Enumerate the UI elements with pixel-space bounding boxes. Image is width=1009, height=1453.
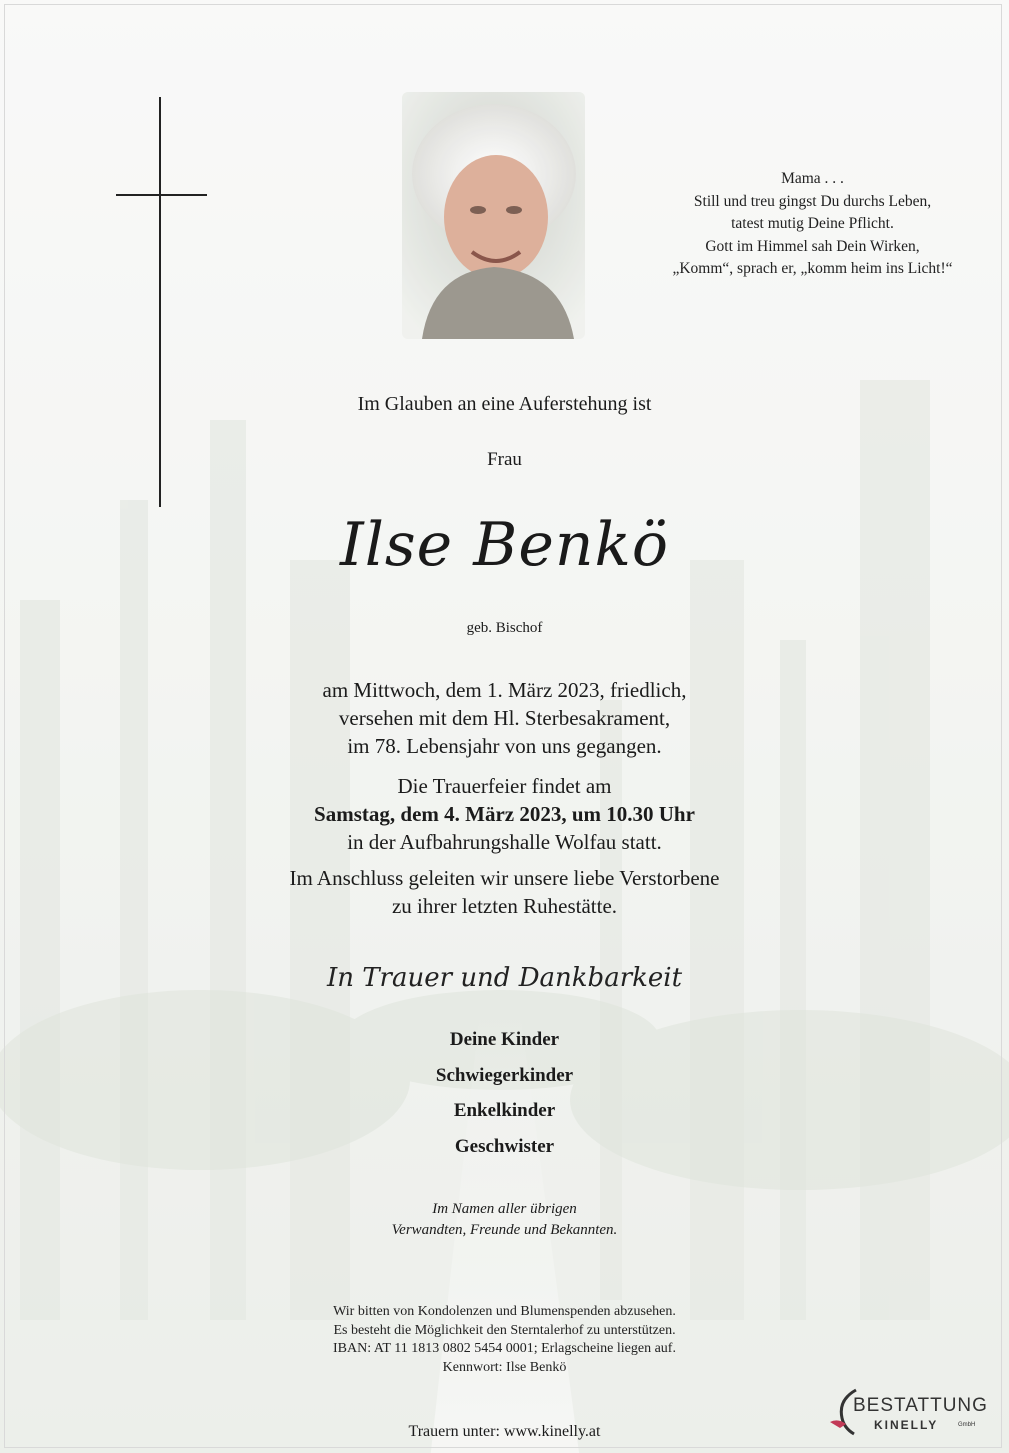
mourner-item: Schwiegerkinder — [435, 1064, 574, 1086]
notice-line: Wir bitten von Kondolenzen und Blumenspenden abzusehen. — [333, 1304, 676, 1319]
death-notice-line: am Mittwoch, dem 1. März 2023, friedlich, — [322, 678, 687, 702]
mourners-list — [0, 1027, 1009, 1169]
notice-line: Kennwort: Ilse Benkö — [442, 1359, 567, 1375]
website-link[interactable]: Trauern unter: www.kinelly.at — [408, 1423, 601, 1440]
intro-text: Im Glauben an eine Auferstehung ist — [357, 393, 652, 415]
others-note — [0, 1199, 1009, 1241]
portrait-photo — [402, 92, 585, 339]
notice-line: Es besteht die Möglichkeit den Sterntalerhof zu unterstützen. — [333, 1322, 676, 1338]
burial-line: zu ihrer letzten Ruhestätte. — [391, 894, 618, 918]
poem-line: tatest mutig Deine Pflicht. — [731, 215, 894, 232]
funeral-home-logo — [826, 1388, 988, 1438]
cross-beam — [116, 194, 207, 196]
mourning-heading: In Trauer und Dankbarkeit — [326, 963, 683, 993]
deceased-name: Ilse Benkö — [340, 510, 669, 580]
donation-notice — [0, 1303, 1009, 1377]
ceremony-location: in der Aufbahrungshalle Wolfau statt. — [347, 830, 662, 854]
poem-line: „Komm“, sprach er, „komm heim ins Licht!“ — [672, 260, 953, 277]
birth-name: geb. Bischof — [466, 620, 543, 636]
mourner-item: Enkelkinder — [453, 1100, 556, 1121]
logo-sub: KINELLY — [874, 1418, 939, 1432]
logo-suffix: GmbH — [958, 1422, 976, 1428]
cross-symbol — [159, 97, 161, 507]
notice-line: IBAN: AT 11 1813 0802 5454 0001; Erlagscheine liegen auf. — [333, 1341, 676, 1356]
others-line: Im Namen aller übrigen — [432, 1201, 577, 1217]
death-notice-line: versehen mit dem Hl. Sterbesakrament, — [338, 706, 671, 730]
burial-info — [0, 864, 1009, 920]
poem-line: Gott im Himmel sah Dein Wirken, — [705, 237, 920, 255]
mourner-item: Geschwister — [454, 1135, 555, 1157]
salutation: Frau — [487, 449, 522, 470]
death-notice-line: im 78. Lebensjahr von uns gegangen. — [347, 734, 662, 758]
mourner-item: Deine Kinder — [449, 1029, 560, 1050]
poem — [660, 168, 965, 281]
others-line: Verwandten, Freunde und Bekannten. — [391, 1222, 618, 1238]
ceremony-info — [0, 772, 1009, 856]
burial-line: Im Anschluss geleiten wir unsere liebe Verstorbene — [289, 866, 720, 890]
ceremony-date: Samstag, dem 4. März 2023, um 10.30 Uhr — [314, 802, 695, 826]
ceremony-line: Die Trauerfeier findet am — [397, 774, 612, 798]
logo-name: BESTATTUNG — [853, 1395, 988, 1416]
poem-line: Mama . . . — [781, 170, 844, 187]
poem-line: Still und treu gingst Du durchs Leben, — [693, 192, 932, 210]
death-notice — [0, 676, 1009, 760]
